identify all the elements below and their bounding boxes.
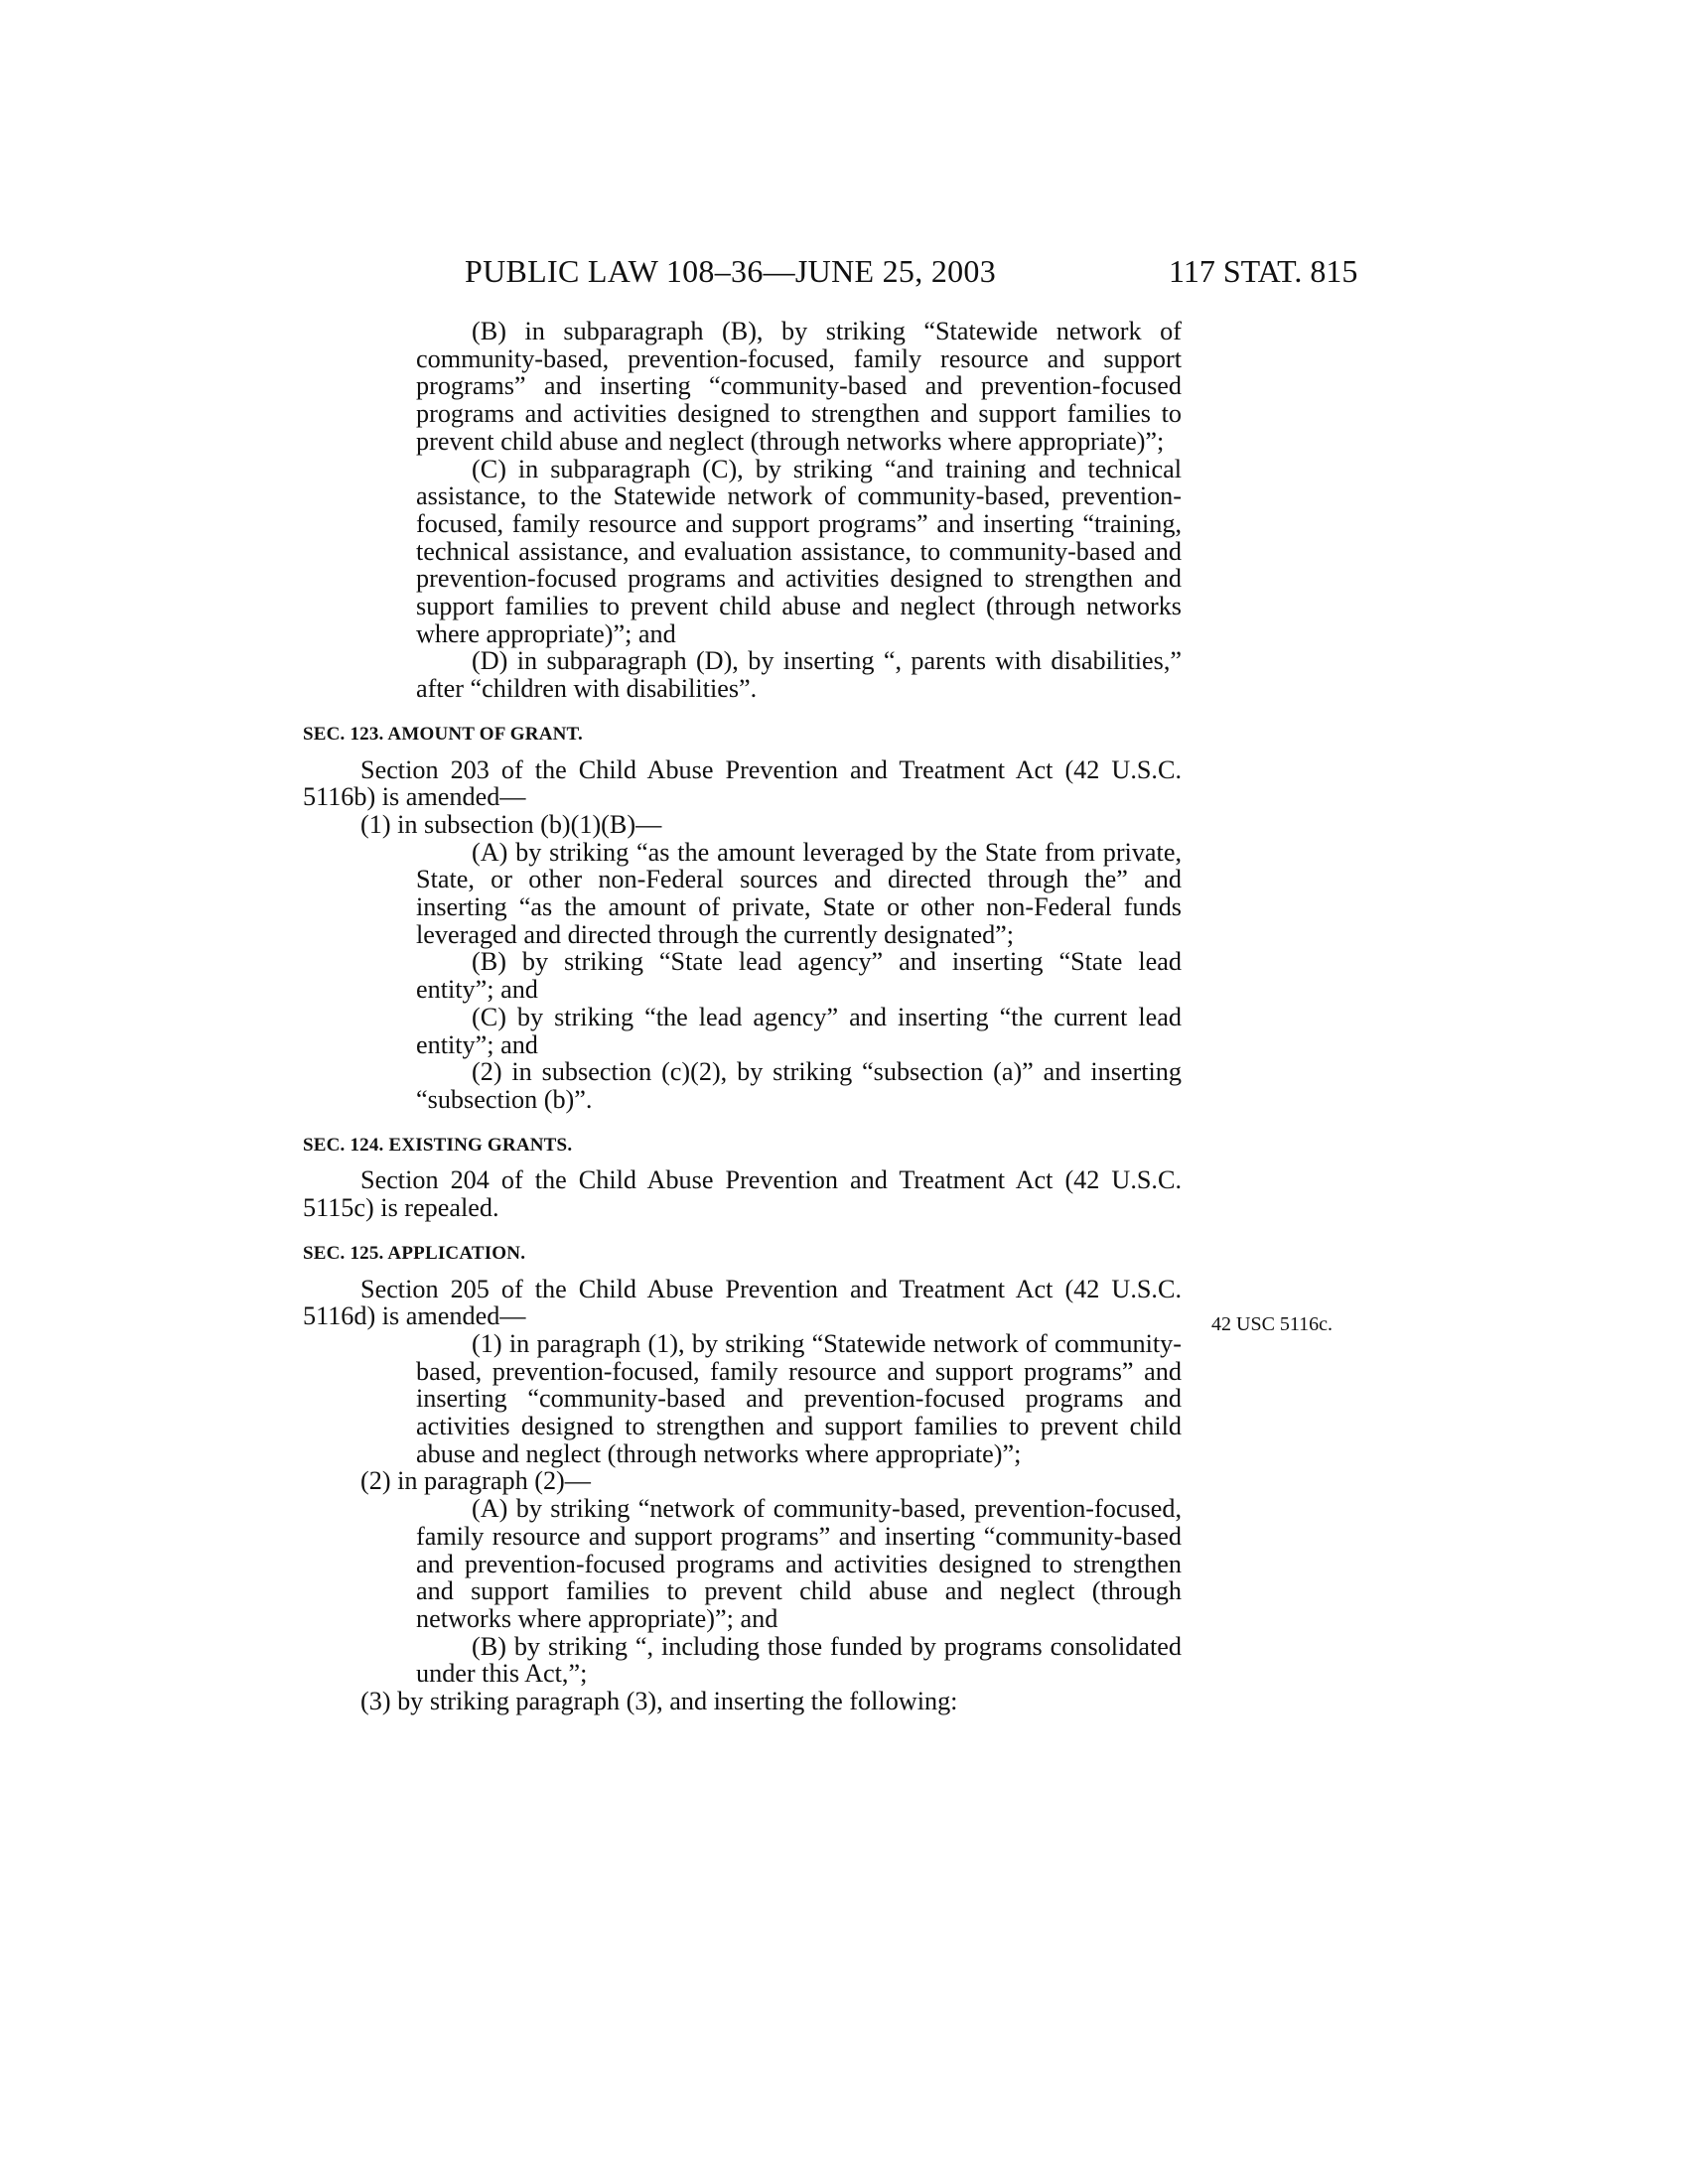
paragraph: (C) by striking “the lead agency” and inserting “the current lead entity”; and — [416, 1002, 1182, 1059]
document-body — [303, 318, 1182, 1715]
paragraph: (2) in paragraph (2)— — [360, 1466, 591, 1496]
section-heading: SEC. 124. EXISTING GRANTS. — [303, 1134, 573, 1156]
section-heading: SEC. 125. APPLICATION. — [303, 1242, 526, 1264]
paragraph: (B) by striking “, including those funded by programs consolidated under this Act,”; — [416, 1631, 1182, 1689]
margin-citation-note: 42 USC 5116c. — [1211, 1313, 1334, 1335]
paragraph: (A) by striking “as the amount leveraged by the State from private, State, or other non-Federal sources and directed through the” and inserting “as the amount of private, State or other non-Federal funds leveraged and directed through the currently designated”; — [416, 837, 1182, 949]
paragraph: (2) in subsection (c)(2), by striking “subsection (a)” and inserting “subsection (b)”. — [416, 1057, 1182, 1114]
paragraph: Section 203 of the Child Abuse Prevention and Treatment Act (42 U.S.C. 5116b) is amended— — [303, 754, 1182, 812]
section-heading: SEC. 123. AMOUNT OF GRANT. — [303, 723, 583, 745]
paragraph: (1) in subsection (b)(1)(B)— — [360, 809, 662, 839]
paragraph: Section 205 of the Child Abuse Prevention and Treatment Act (42 U.S.C. 5116d) is amended— — [303, 1274, 1182, 1331]
page-number: 117 STAT. 815 — [1169, 253, 1358, 289]
paragraph: (3) by striking paragraph (3), and inserting the following: — [360, 1687, 958, 1716]
paragraph: (B) by striking “State lead agency” and inserting “State lead entity”; and — [416, 947, 1182, 1005]
paragraph: (A) by striking “network of community-based, prevention-focused, family resource and support programs” and inserting “community-based and prevention-focused programs and activities designed to strengthen and support families to prevent child abuse and neglect (through networks where appropriate)”; and — [416, 1494, 1182, 1633]
paragraph: (1) in paragraph (1), by striking “Statewide network of community-based, prevention-focused, family resource and support programs” and inserting “community-based and prevention-focused programs and activities designed to strengthen and support families to prevent child abuse and neglect (through networks where appropriate)”; — [416, 1328, 1182, 1468]
paragraph: Section 204 of the Child Abuse Prevention and Treatment Act (42 U.S.C. 5115c) is repealed. — [303, 1165, 1182, 1223]
paragraph: (B) in subparagraph (B), by striking “Statewide network of community-based, prevention-focused, family resource and support programs” and inserting “community-based and prevention-focused programs and activities designed to strengthen and support families to prevent child abuse and neglect (through networks where appropriate)”; — [416, 317, 1182, 456]
running-header-title: PUBLIC LAW 108–36—JUNE 25, 2003 — [465, 253, 997, 289]
paragraph: (C) in subparagraph (C), by striking “and training and technical assistance, to the Statewide network of community-based, prevention-focused, family resource and support programs” and inserting “training, technical assistance, and evaluation assistance, to community-based and prevention-focused programs and activities designed to strengthen and support families to prevent child abuse and neglect (through networks where appropriate)”; and — [416, 454, 1182, 648]
paragraph: (D) in subparagraph (D), by inserting “, parents with disabilities,” after “children with disabilities”. — [416, 646, 1182, 704]
